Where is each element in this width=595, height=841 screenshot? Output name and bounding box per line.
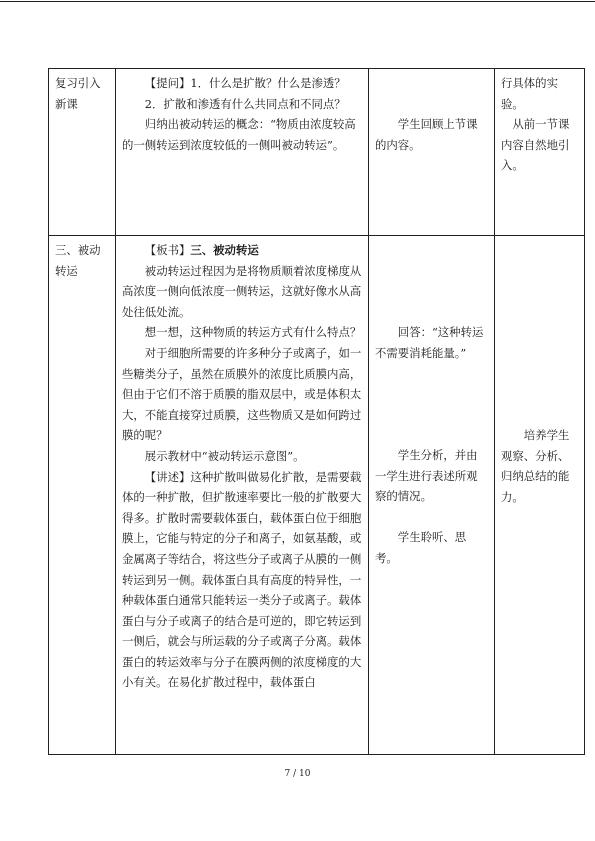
- teacher-paragraph: 【讲述】这种扩散叫做易化扩散，是需要载体的一种扩散，但扩散速率要比一般的扩散要大得多。扩散时需要载体蛋白，载体蛋白位于细胞膜上，它能与特定的分子和离子，如氨基酸，或金属离子等结合，将这些分子或离子从膜的一侧转运到另一侧。载体蛋白具有高度的特异性，一种载体蛋白通常只能转运一类分子或离子。载体蛋白与分子或离子的结合是可逆的，即它转运到一侧后，就会与所运载的分子或离子分离。载体蛋白的转运效率与分子在膜两侧的浓度梯度的大小有关。在易化扩散过程中，载体蛋白: [122, 469, 362, 690]
- teacher-paragraph: 被动转运过程因为是将物质顺着浓度梯度从高浓度一侧向低浓度一侧转运，这就好像水从高处往低处流。: [122, 263, 362, 319]
- teacher-paragraph: 想一想，这种物质的转运方式有什么特点？: [144, 325, 362, 340]
- intent-paragraph: 从前一节课内容自然地引入。: [501, 117, 570, 173]
- stage-cell: [49, 236, 116, 755]
- teacher-paragraph: 对于细胞所需要的许多种分子或离子，如一些糖类分子，虽然在质膜外的浓度比质膜内高，但由于它们不溶于质膜的脂双层中，或是体积太大，不能直接穿过质膜，这些物质又是如何跨过膜的呢？: [122, 345, 362, 443]
- student-paragraph: 学生回顾上节课的内容。: [375, 117, 478, 152]
- board-heading: [122, 240, 362, 261]
- header-rule: [0, 1, 595, 2]
- student-paragraph: 学生分析，并由一学生进行表述所观察的情况。: [375, 448, 478, 504]
- stage-label: 三、被动转运: [55, 243, 101, 278]
- student-activity-cell: [369, 69, 495, 236]
- page-number: 7 / 10: [284, 769, 311, 779]
- intent-paragraph: 培养学生观察、分析、归纳总结的能力。: [501, 428, 570, 504]
- board-tag: 【板书】: [144, 243, 191, 257]
- stage-cell: [49, 69, 116, 236]
- lesson-plan-table: [48, 68, 585, 755]
- table-row: [49, 236, 585, 755]
- board-title: 三、被动转运: [190, 243, 259, 257]
- teacher-activity-cell: [116, 236, 369, 755]
- teacher-paragraph: 归纳出被动转运的概念：“物质由浓度较高的一侧转运到浓度较低的一侧叫被动转运”。: [122, 117, 356, 152]
- teacher-paragraph: 2．扩散和渗透有什么共同点和不同点？: [144, 96, 346, 111]
- stage-label: 复习引入新课: [55, 76, 101, 111]
- teacher-activity-cell: [116, 69, 369, 236]
- teacher-paragraph: 展示教材中“被动转运示意图”。: [144, 448, 305, 463]
- student-activity-cell: [369, 236, 495, 755]
- design-intent-cell: [495, 69, 585, 236]
- table-row: [49, 69, 585, 236]
- intent-paragraph: 行具体的实验。: [501, 76, 558, 111]
- teacher-paragraph: 【提问】1．什么是扩散？什么是渗透？: [144, 76, 346, 90]
- student-paragraph: 学生聆听、思考。: [375, 529, 467, 565]
- design-intent-cell: [495, 236, 585, 755]
- student-paragraph: 回答：“这种转运不需要消耗能量。”: [375, 325, 484, 360]
